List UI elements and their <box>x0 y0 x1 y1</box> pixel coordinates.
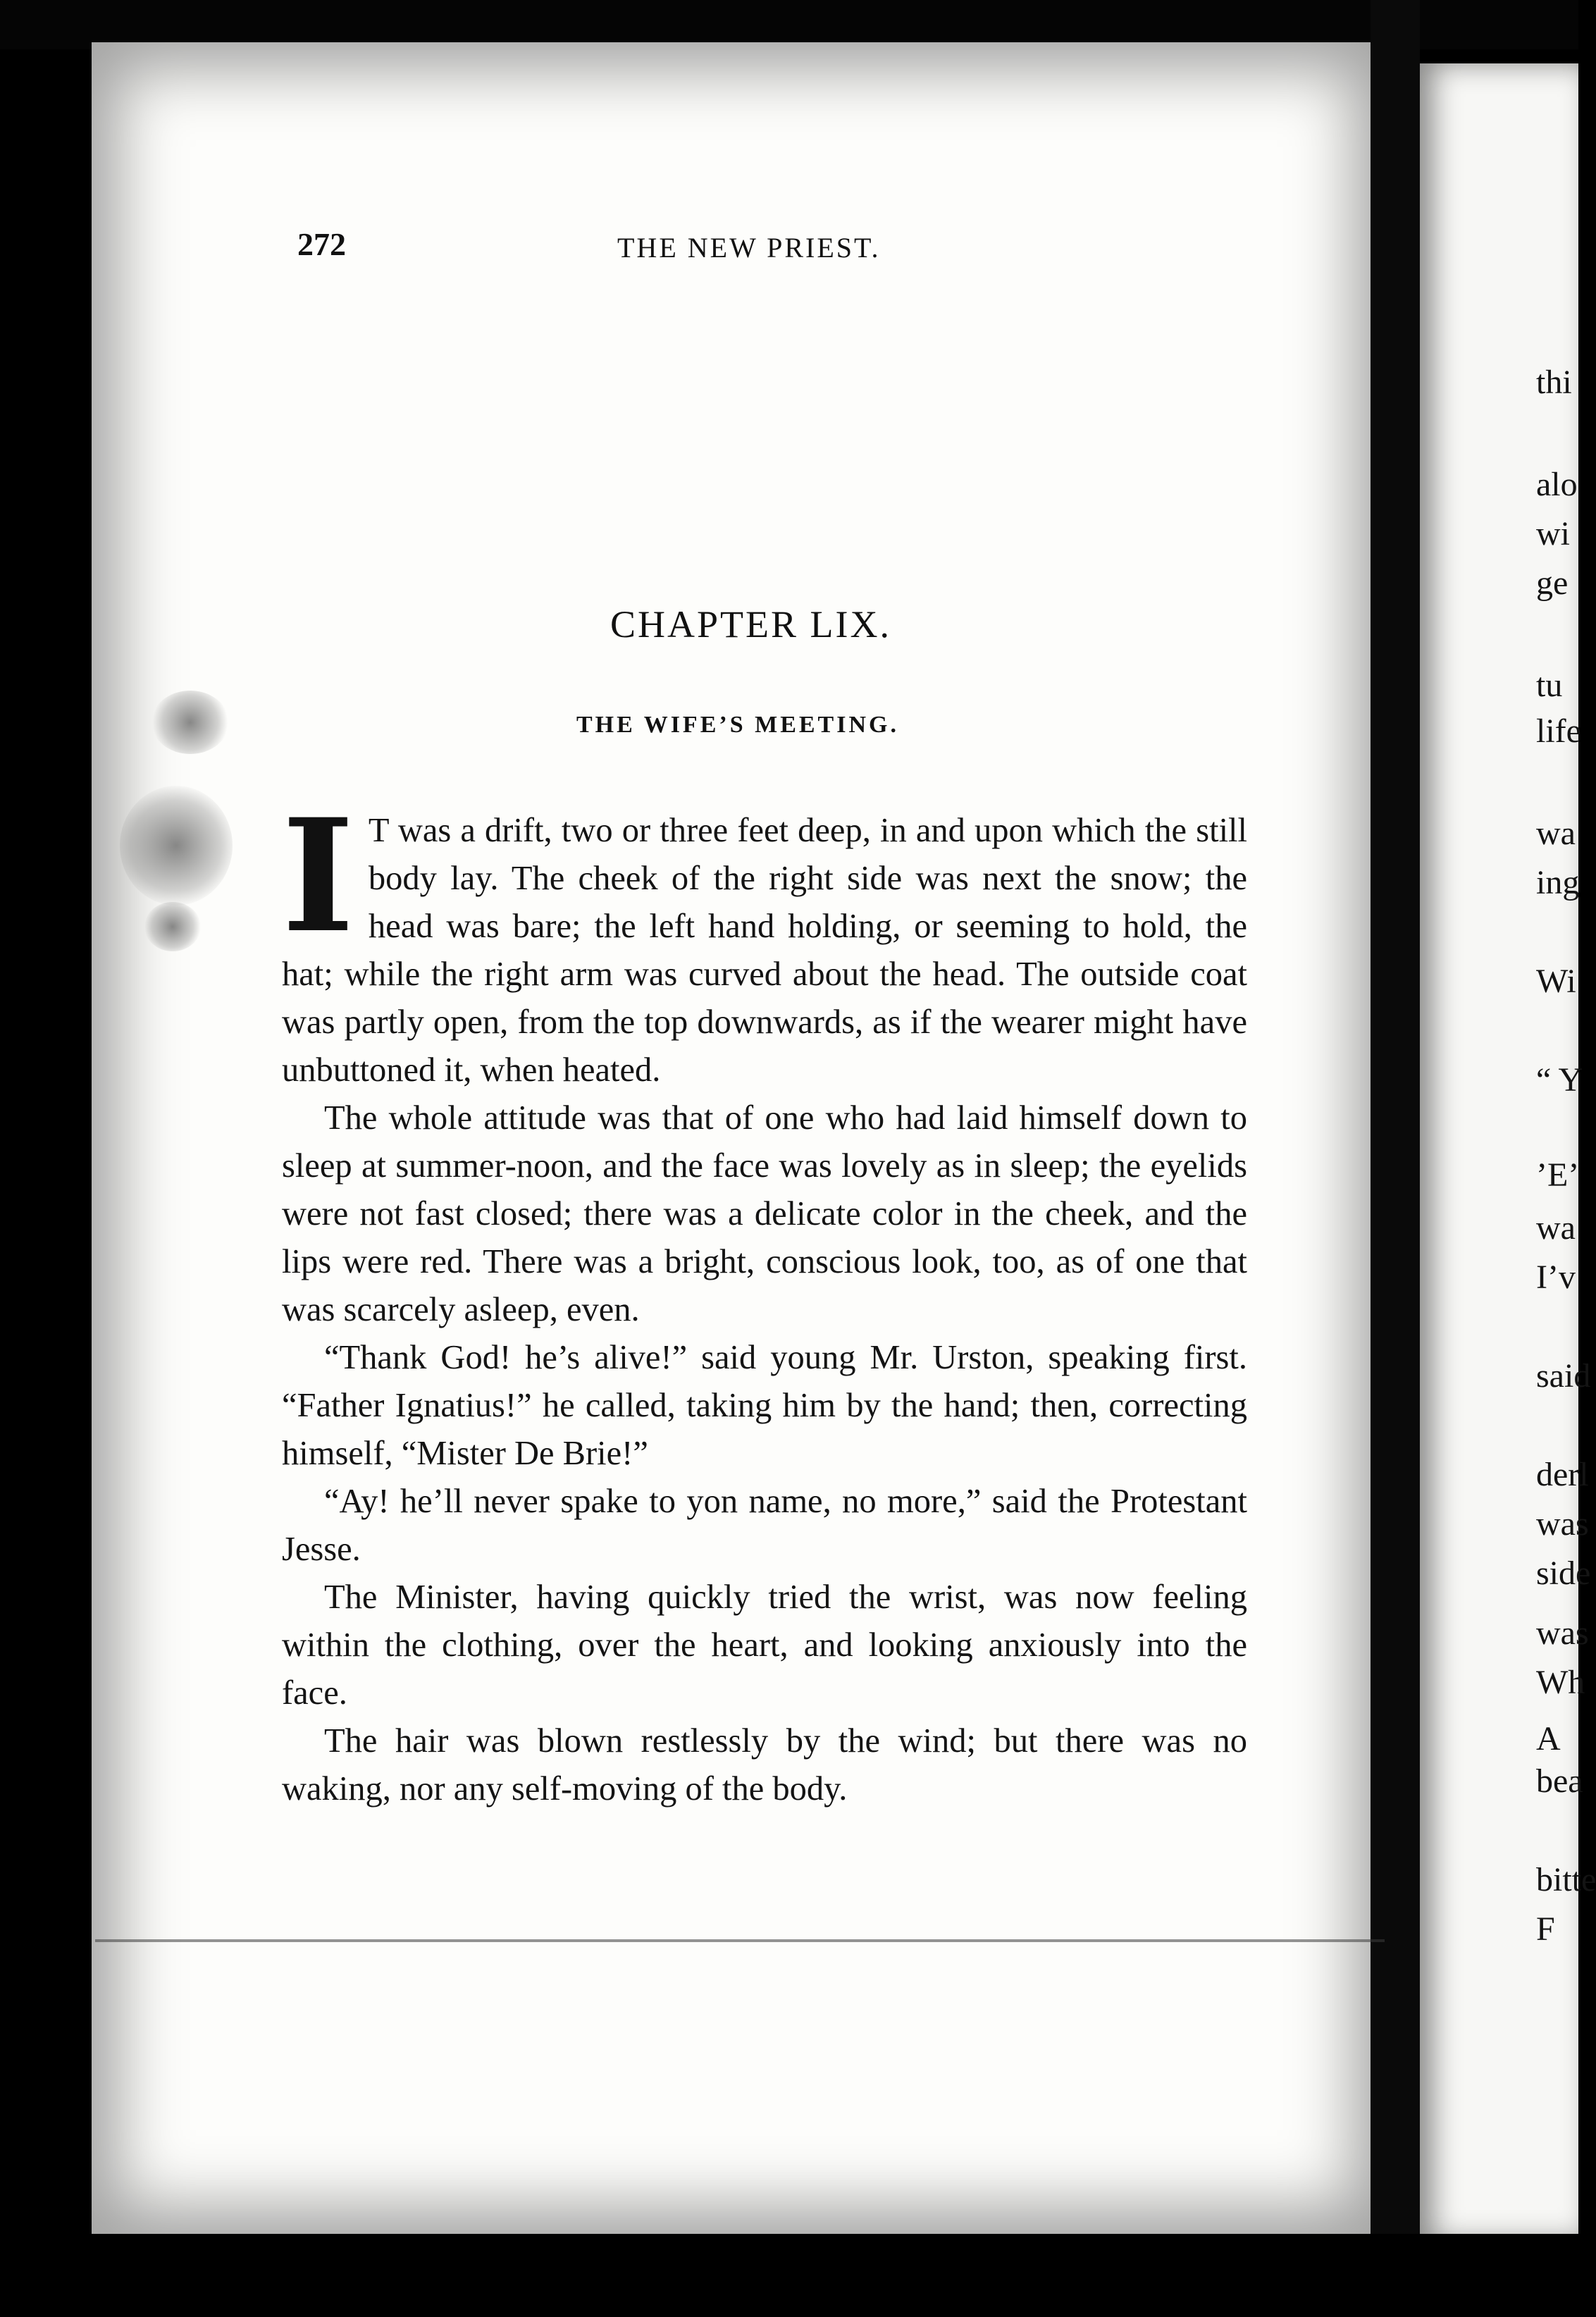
paragraph: The Minister, having quickly tried the wrist, was now feeling within the clothing, over the heart, and looking anxiously into the face. <box>282 1578 1247 1712</box>
facing-page-fragment: A <box>1536 1720 1561 1757</box>
chapter-text <box>282 784 1247 1813</box>
chapter-subtitle: THE WIFE’S MEETING. <box>576 712 899 738</box>
facing-page-fragment: alo <box>1536 466 1578 503</box>
facing-page-fragment: “ Y <box>1536 1061 1583 1099</box>
facing-page-fragment: bitte <box>1536 1861 1596 1898</box>
paragraph <box>282 784 1247 1094</box>
facing-page-fragment: F <box>1536 1910 1555 1948</box>
running-head: THE NEW PRIEST. <box>617 232 881 264</box>
facing-page-fragment: derl <box>1536 1456 1589 1493</box>
facing-page-fragment: thi <box>1536 364 1572 401</box>
scan-border-bottom <box>0 2234 1578 2317</box>
facing-page-fragment: ing <box>1536 864 1580 901</box>
facing-page-fragment: Wh <box>1536 1664 1585 1701</box>
facing-page-fragment: bea <box>1536 1762 1583 1800</box>
chapter-title: CHAPTER LIX. <box>610 603 891 645</box>
ink-smudge <box>144 902 201 951</box>
facing-page-fragment: tu <box>1536 667 1563 704</box>
page-number: 272 <box>297 226 346 262</box>
paragraph-text: T was a drift, two or three feet deep, in and upon which the still body lay. The cheek of the right side was next the snow; the head was bare; the left hand holding, or seeming to hold, the hat; while the right arm was curved about the head. The outside coat was partly open, from the top downwards, as if the wearer might have unbuttoned it, when heated. <box>282 812 1247 1089</box>
facing-page-fragment: wi <box>1536 515 1570 552</box>
paragraph: “Ay! he’ll never spake to yon name, no more,” said the Protestant Jesse. <box>282 1483 1247 1568</box>
facing-page-fragment: life <box>1536 712 1581 750</box>
facing-page-fragment: wa <box>1536 1209 1576 1247</box>
book-gutter <box>1371 0 1420 2317</box>
facing-page-fragment: wa <box>1536 815 1576 852</box>
ink-smudge <box>120 786 233 906</box>
drop-cap: I <box>282 784 354 967</box>
facing-page-fragment: ge <box>1536 564 1569 602</box>
paragraph: The whole attitude was that of one who had laid himself down to sleep at summer-noon, and the face was lovely as in sleep; the eyelids were not fast closed; there was a delicate color in the cheek, and the lips were red. There was a bright, conscious look, too, as of one that was scarcely asleep, even. <box>282 1099 1247 1328</box>
facing-page-fragment: I’v <box>1536 1259 1576 1296</box>
ink-smudge <box>151 691 229 754</box>
paragraph: “Thank God! he’s alive!” said young Mr. Urston, speaking first. “Father Ignatius!” he called, taking him by the hand; then, correcting himself, “Mister De Brie!” <box>282 1339 1247 1472</box>
scan-line <box>95 1939 1385 1942</box>
facing-page-fragment: ’E’ <box>1536 1156 1580 1194</box>
facing-page-fragment: Wi <box>1536 963 1576 1000</box>
facing-page-fragment: was <box>1536 1614 1589 1652</box>
facing-page-fragment: said <box>1536 1357 1591 1395</box>
facing-page-fragment: side <box>1536 1555 1591 1592</box>
paragraph: The hair was blown restlessly by the wind; but there was no waking, nor any self-moving of the body. <box>282 1722 1247 1808</box>
facing-page-fragment: was <box>1536 1505 1589 1543</box>
